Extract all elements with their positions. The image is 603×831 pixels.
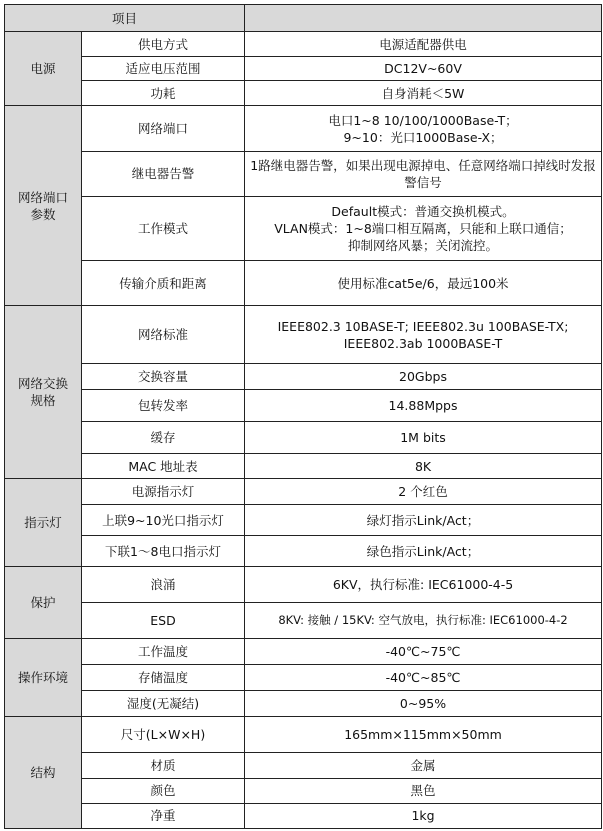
spec-label: 净重 <box>82 803 245 828</box>
spec-value <box>245 803 602 828</box>
table-row <box>5 261 602 306</box>
table-row <box>5 602 602 638</box>
table-row <box>5 803 602 828</box>
spec-label: 电源指示灯 <box>82 479 245 505</box>
spec-label: 下联1～8电口指示灯 <box>82 536 245 566</box>
spec-value <box>245 389 602 421</box>
spec-value <box>245 421 602 453</box>
spec-value-line: 自身消耗＜5W <box>381 85 465 101</box>
spec-value <box>245 306 602 363</box>
spec-value <box>245 638 602 664</box>
header-row <box>5 5 602 32</box>
spec-value-line: 金属 <box>410 758 436 774</box>
spec-value <box>245 81 602 106</box>
spec-value-line: 绿色指示Link/Act； <box>366 543 480 559</box>
table-row <box>5 566 602 602</box>
spec-value-line: 抑制网络风暴；关闭流控。 <box>348 238 499 254</box>
spec-value-line: IEEE802.3 10BASE-T; IEEE802.3u 100BASE-TX; <box>277 318 569 334</box>
spec-label: 颜色 <box>82 778 245 803</box>
spec-label: 传输介质和距离 <box>82 261 245 306</box>
category-label: 网络交换规格 <box>17 376 68 409</box>
spec-value-line: 使用标准cat5e/6，最远100米 <box>337 275 509 291</box>
category-label: 网络端口参数 <box>17 189 68 222</box>
spec-value-line: 9~10：光口1000Base-X； <box>343 129 503 145</box>
spec-label: 工作温度 <box>82 638 245 664</box>
spec-value <box>245 566 602 602</box>
spec-value <box>245 602 602 638</box>
category-indicators: 指示灯 <box>5 479 82 566</box>
spec-value-line: DC12V~60V <box>384 61 462 77</box>
spec-value <box>245 717 602 753</box>
spec-label: ESD <box>82 602 245 638</box>
spec-table <box>4 4 602 829</box>
spec-label: 网络标准 <box>82 306 245 363</box>
spec-value-line: IEEE802.3ab 1000BASE-T <box>343 335 503 351</box>
spec-value-line: 1kg <box>411 808 435 824</box>
spec-label: 网络端口 <box>82 106 245 151</box>
spec-label: 供电方式 <box>82 32 245 57</box>
spec-value <box>245 753 602 778</box>
table-row <box>5 363 602 389</box>
spec-value-line: 6KV，执行标准: IEC61000-4-5 <box>332 576 514 592</box>
spec-value <box>245 363 602 389</box>
spec-value-line: -40℃~85℃ <box>385 670 461 686</box>
table-row <box>5 753 602 778</box>
spec-value <box>245 691 602 717</box>
category-protection: 保护 <box>5 566 82 638</box>
spec-value-line: 14.88Mpps <box>388 397 458 413</box>
spec-value-line: 2 个红色 <box>398 484 448 500</box>
spec-value-line: 1路继电器告警，如果出现电源掉电、任意网络端口掉线时发报警信号 <box>250 157 596 190</box>
table-row <box>5 691 602 717</box>
spec-value <box>245 778 602 803</box>
spec-value <box>245 665 602 691</box>
category-power: 电源 <box>5 32 82 106</box>
spec-value-line: 电口1~8 10/100/1000Base-T； <box>328 112 518 128</box>
table-row <box>5 81 602 106</box>
table-row <box>5 454 602 479</box>
table-row <box>5 505 602 536</box>
spec-value <box>245 479 602 505</box>
spec-value-line: 8K <box>414 458 432 474</box>
spec-label: 存储温度 <box>82 665 245 691</box>
header-item: 项目 <box>5 5 245 32</box>
spec-value-line: 电源适配器供电 <box>379 36 467 52</box>
spec-value-line: Default模式：普通交换机模式。 <box>331 204 515 220</box>
spec-label: MAC 地址表 <box>82 454 245 479</box>
spec-value-line: 绿灯指示Link/Act； <box>366 512 480 528</box>
table-row <box>5 57 602 81</box>
table-row <box>5 389 602 421</box>
table-row <box>5 196 602 260</box>
spec-value <box>245 57 602 81</box>
spec-label: 适应电压范围 <box>82 57 245 81</box>
spec-value <box>245 196 602 260</box>
table-row <box>5 479 602 505</box>
spec-label: 包转发率 <box>82 389 245 421</box>
category-environment: 操作环境 <box>5 638 82 716</box>
spec-value <box>245 505 602 536</box>
spec-label: 交换容量 <box>82 363 245 389</box>
table-row <box>5 665 602 691</box>
table-row <box>5 638 602 664</box>
table-row <box>5 717 602 753</box>
spec-value-line: 20Gbps <box>399 368 447 384</box>
spec-value-line: 黑色 <box>410 783 436 799</box>
spec-label: 上联9~10光口指示灯 <box>82 505 245 536</box>
spec-label: 功耗 <box>82 81 245 106</box>
header-value <box>245 5 602 32</box>
spec-label: 尺寸(L×W×H) <box>82 717 245 753</box>
table-row <box>5 151 602 196</box>
spec-value-line: 165mm×115mm×50mm <box>344 727 502 743</box>
spec-label: 工作模式 <box>82 196 245 260</box>
table-row <box>5 106 602 151</box>
table-row <box>5 778 602 803</box>
spec-value <box>245 32 602 57</box>
spec-value <box>245 454 602 479</box>
spec-label: 材质 <box>82 753 245 778</box>
spec-label: 湿度(无凝结) <box>82 691 245 717</box>
spec-value <box>245 261 602 306</box>
table-row <box>5 306 602 363</box>
table-row <box>5 536 602 566</box>
spec-label: 浪涌 <box>82 566 245 602</box>
category-structure: 结构 <box>5 717 82 829</box>
spec-value <box>245 536 602 566</box>
spec-value <box>245 151 602 196</box>
category-network-ports <box>5 106 82 306</box>
spec-value-line: 8KV: 接触 / 15KV: 空气放电，执行标准: IEC61000-4-2 <box>278 612 568 627</box>
spec-value-line: 0~95% <box>399 696 447 712</box>
spec-value-line: VLAN模式：1~8端口相互隔离，只能和上联口通信； <box>274 221 572 237</box>
spec-value-line: -40℃~75℃ <box>385 644 461 659</box>
table-row <box>5 421 602 453</box>
category-switching <box>5 306 82 479</box>
spec-label: 缓存 <box>82 421 245 453</box>
table-row <box>5 32 602 57</box>
spec-label: 继电器告警 <box>82 151 245 196</box>
spec-value-line: 1M bits <box>400 430 446 445</box>
spec-value <box>245 106 602 151</box>
